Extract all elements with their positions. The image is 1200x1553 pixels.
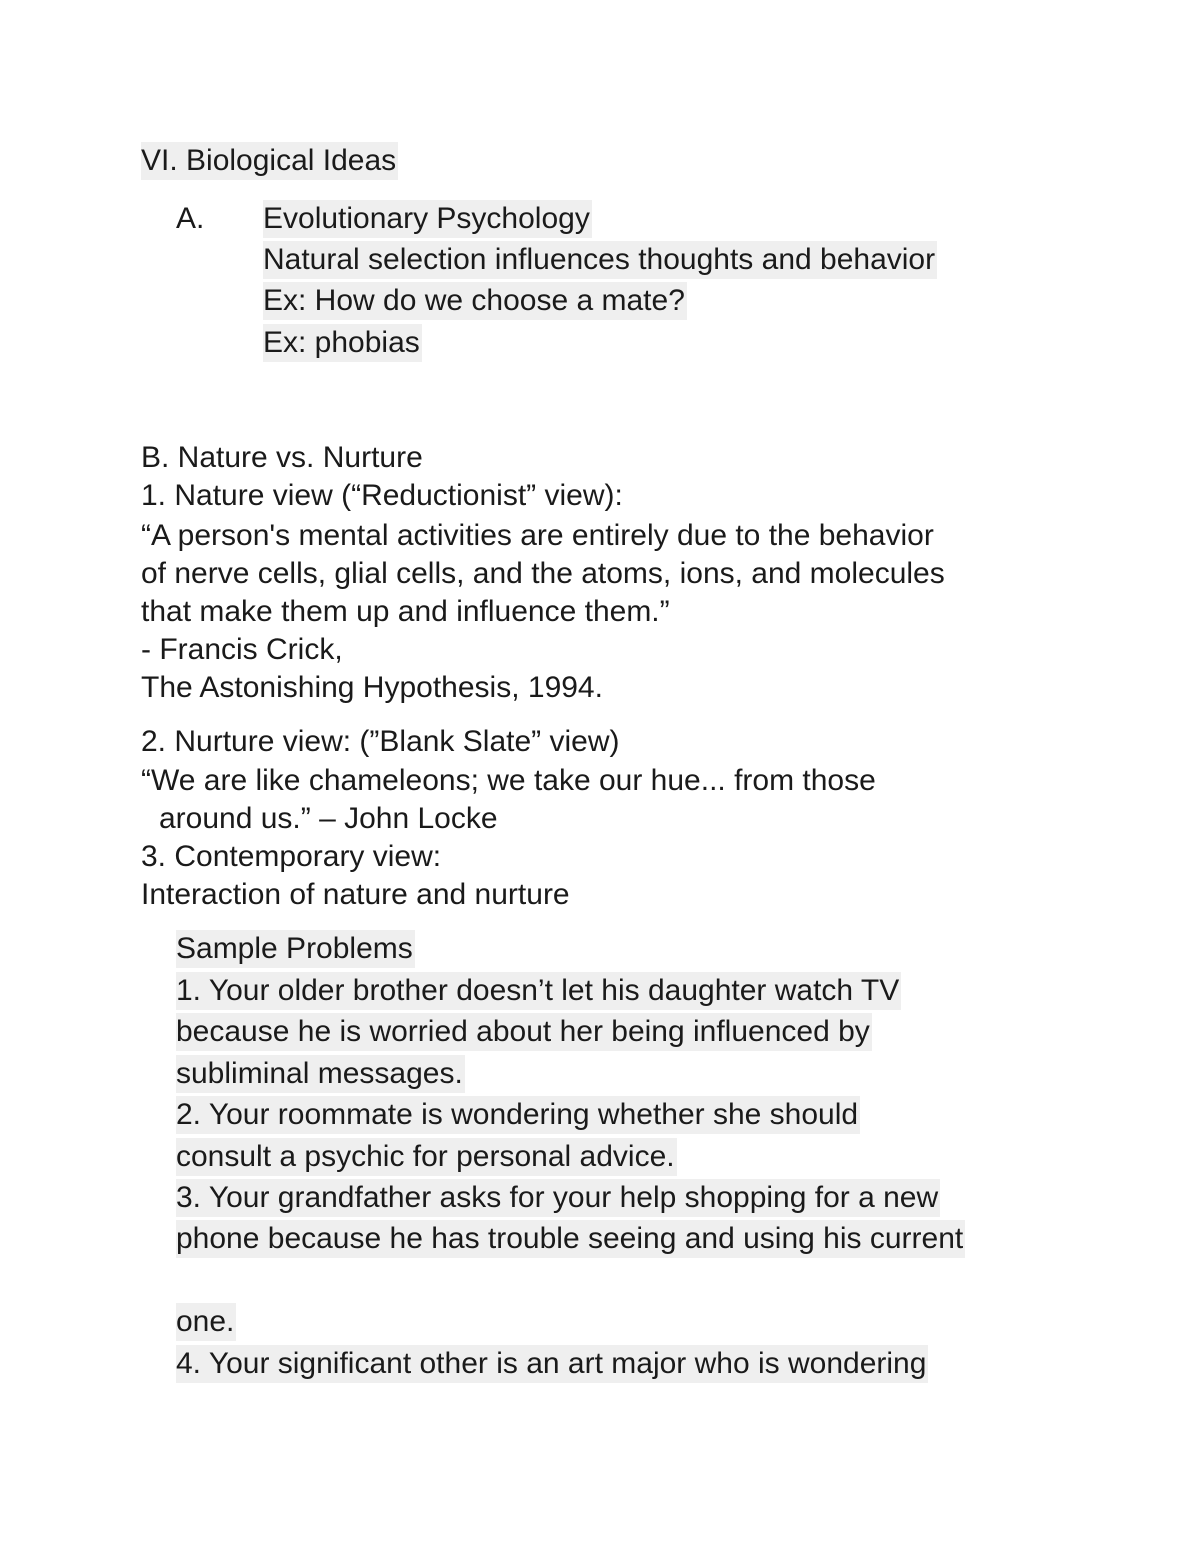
section-a-line: Ex: phobias [263,324,422,362]
crick-quote-line: of nerve cells, glial cells, and the atoms, ions, and molecules [141,557,945,590]
crick-attribution: - Francis Crick, [141,633,343,666]
section-a-line: Natural selection influences thoughts and behavior [263,241,937,279]
nurture-view-label: 2. Nurture view: (”Blank Slate” view) [141,725,620,758]
section-title: VI. Biological Ideas [141,142,398,180]
contemporary-view-label: 3. Contemporary view: [141,840,442,873]
sample-problem-line: because he is worried about her being influenced by [176,1013,872,1051]
section-a-marker: A. [176,202,205,235]
section-a-line: Ex: How do we choose a mate? [263,282,687,320]
crick-quote-line: “A person's mental activities are entirely due to the behavior [141,519,934,552]
crick-quote-line: that make them up and influence them.” [141,595,670,628]
locke-quote-line: around us.” – John Locke [159,802,498,835]
section-a-heading: Evolutionary Psychology [263,200,592,238]
sample-problem-line: 4. Your significant other is an art major who is wondering [176,1345,928,1383]
section-b-heading: B. Nature vs. Nurture [141,441,423,474]
sample-problem-line: subliminal messages. [176,1055,465,1093]
sample-problem-line: 2. Your roommate is wondering whether she should [176,1096,860,1134]
sample-problem-line: phone because he has trouble seeing and using his current [176,1220,965,1258]
sample-problem-line: consult a psychic for personal advice. [176,1138,677,1176]
sample-problem-line: 3. Your grandfather asks for your help shopping for a new [176,1179,940,1217]
sample-problem-line: 1. Your older brother doesn’t let his daughter watch TV [176,972,901,1010]
locke-quote-line: “We are like chameleons; we take our hue... from those [141,764,876,797]
crick-source: The Astonishing Hypothesis, 1994. [141,671,603,704]
nature-view-label: 1. Nature view (“Reductionist” view): [141,479,623,512]
sample-problems-heading: Sample Problems [176,930,415,968]
sample-problem-line: one. [176,1303,236,1341]
contemporary-view-text: Interaction of nature and nurture [141,878,570,911]
